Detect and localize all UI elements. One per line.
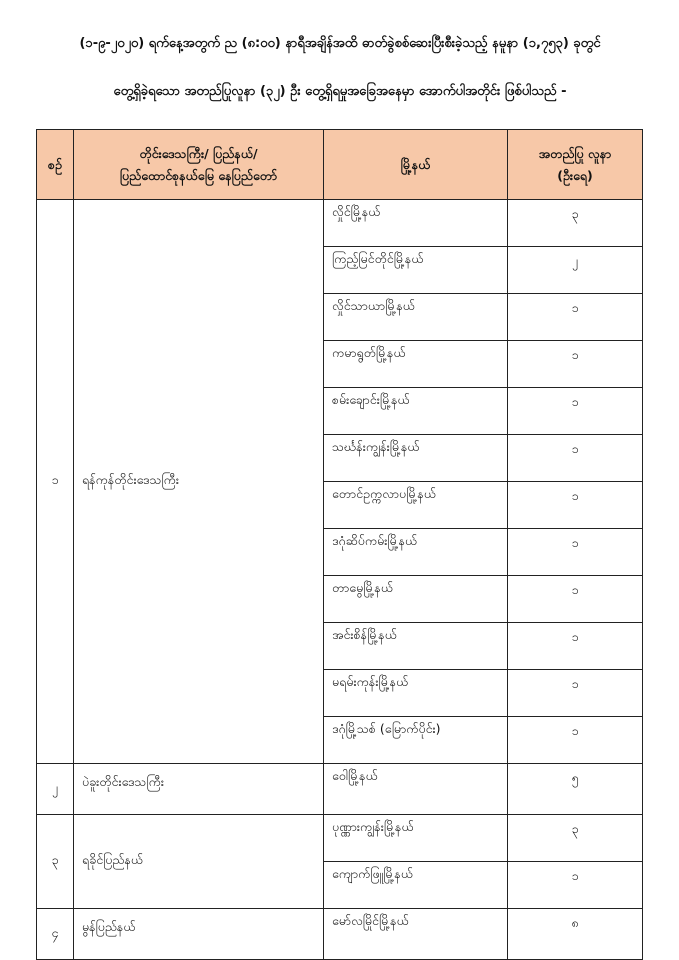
header-confirmed-count [508,130,643,200]
township-cell: ကျောက်ဖြူမြို့နယ် [324,862,508,909]
township-cell: ဒဂုံမြို့သစ် (မြောက်ပိုင်း) [324,717,508,764]
township-cell: ပုဏ္ဏားကျွန်းမြို့နယ် [324,815,508,862]
count-cell: ၁ [508,294,643,341]
township-cell: တောင်ဥက္ကလာပမြို့နယ် [324,482,508,529]
township-cell: ဒဂုံဆိပ်ကမ်းမြို့နယ် [324,529,508,576]
count-cell: ၈ [508,909,643,960]
serial-no-cell: ၂ [37,764,74,815]
township-cell: မော်လမြိုင်မြို့နယ် [324,909,508,960]
serial-no-cell: ၃ [37,815,74,909]
count-cell: ၁ [508,670,643,717]
report-heading-line-2: တွေ့ရှိခဲ့ရသော အတည်ပြုလူနာ (၃၂) ဦး တွေ့ရှိရမှုအခြေအနေမှာ အောက်ပါအတိုင်း ဖြစ်ပါသည် - [113,84,567,99]
header-region-line-1: တိုင်းဒေသကြီး/ ပြည်နယ်/ [139,145,258,161]
count-cell: ၁ [508,341,643,388]
header-count-line-2: (ဦးရေ) [557,167,593,183]
confirmed-cases-table [36,129,643,960]
count-cell: ၁ [508,623,643,670]
township-cell: တာမွေမြို့နယ် [324,576,508,623]
region-cell: ရခိုင်ပြည်နယ် [74,815,324,909]
count-cell: ၁ [508,388,643,435]
count-cell: ၃ [508,200,643,247]
township-cell: ဝေါမြို့နယ် [324,764,508,815]
township-cell: ကမာရွတ်မြို့နယ် [324,341,508,388]
header-township: မြို့နယ် [324,130,508,200]
region-cell: ပဲခူးတိုင်းဒေသကြီး [74,764,324,815]
region-cell: ရန်ကုန်တိုင်းဒေသကြီး [74,200,324,764]
count-cell: ၁ [508,435,643,482]
township-cell: လှိုင်သာယာမြို့နယ် [324,294,508,341]
count-cell: ၃ [508,815,643,862]
township-cell: သင်္ဃန်းကျွန်းမြို့နယ် [324,435,508,482]
header-serial-no: စဉ် [37,130,74,200]
report-heading-line-1: (၁-၉-၂၀၂၀) ရက်နေ့အတွက် ည (၈:၀၀) နာရီအချိန်အထိ ဓာတ်ခွဲစစ်ဆေးပြီးစီးခဲ့သည့် နမူနာ (၁,၇၅၃) ခုတွင် [79,36,601,51]
township-cell: ကြည့်မြင်တိုင်မြို့နယ် [324,247,508,294]
table-row [37,200,643,247]
township-cell: မရမ်းကုန်းမြို့နယ် [324,670,508,717]
region-cell: မွန်ပြည်နယ် [74,909,324,960]
header-region-line-2: ပြည်ထောင်စုနယ်မြေ နေပြည်တော် [119,167,278,183]
serial-no-cell: ၁ [37,200,74,764]
count-cell: ၁ [508,576,643,623]
table-row [37,764,643,815]
header-region [74,130,324,200]
count-cell: ၂ [508,247,643,294]
count-cell: ၁ [508,862,643,909]
table-row [37,815,643,862]
count-cell: ၁ [508,529,643,576]
serial-no-cell: ၄ [37,909,74,960]
township-cell: အင်းစိန်မြို့နယ် [324,623,508,670]
table-row [37,909,643,960]
count-cell: ၅ [508,764,643,815]
count-cell: ၁ [508,482,643,529]
township-cell: လှိုင်မြို့နယ် [324,200,508,247]
header-count-line-1: အတည်ပြု လူနာ [538,145,612,161]
township-cell: စမ်းချောင်းမြို့နယ် [324,388,508,435]
count-cell: ၁ [508,717,643,764]
table-header-row [37,130,643,200]
